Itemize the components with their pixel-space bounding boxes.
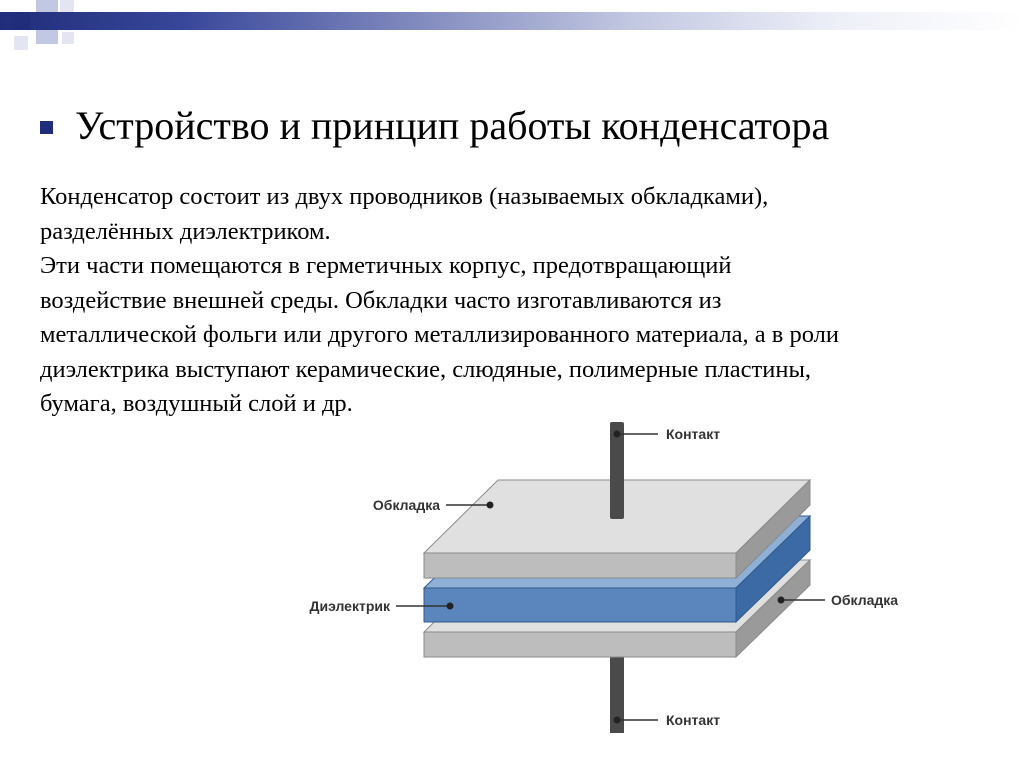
decor-square (60, 0, 74, 12)
label-contact-top: Контакт (666, 426, 721, 442)
body-line: Эти части помещаются в герметичных корпус, предотвращающий (40, 252, 732, 279)
decor-square (36, 0, 58, 12)
label-dielectric: Диэлектрик (309, 598, 390, 614)
title-row (40, 102, 829, 149)
body-text (40, 180, 1000, 422)
decor-square (12, 12, 30, 30)
capacitor-diagram (290, 410, 930, 750)
slide-title: Устройство и принцип работы конденсатора (75, 103, 830, 148)
body-line: металлической фольги или другого металлизированного материала, а в роли (40, 321, 839, 348)
decor-square (36, 30, 58, 44)
body-line: воздействие внешней среды. Обкладки часто изготавливаются из (40, 286, 722, 314)
body-line: диэлектрика выступают керамические, слюдяные, полимерные пластины, (40, 355, 812, 383)
decor-square (62, 32, 74, 44)
decor-square (14, 36, 28, 50)
label-contact-bottom: Контакт (666, 712, 721, 728)
bullet-square-icon (40, 121, 53, 134)
header-gradient-bar (0, 12, 1024, 30)
body-line: бумага, воздушный слой и др. (40, 390, 353, 417)
body-line: Конденсатор состоит из двух проводников (называемых обкладками), (40, 183, 769, 210)
label-plate-top: Обкладка (372, 497, 440, 513)
body-line: разделённых диэлектриком. (40, 217, 331, 245)
label-plate-bottom: Обкладка (831, 592, 899, 608)
